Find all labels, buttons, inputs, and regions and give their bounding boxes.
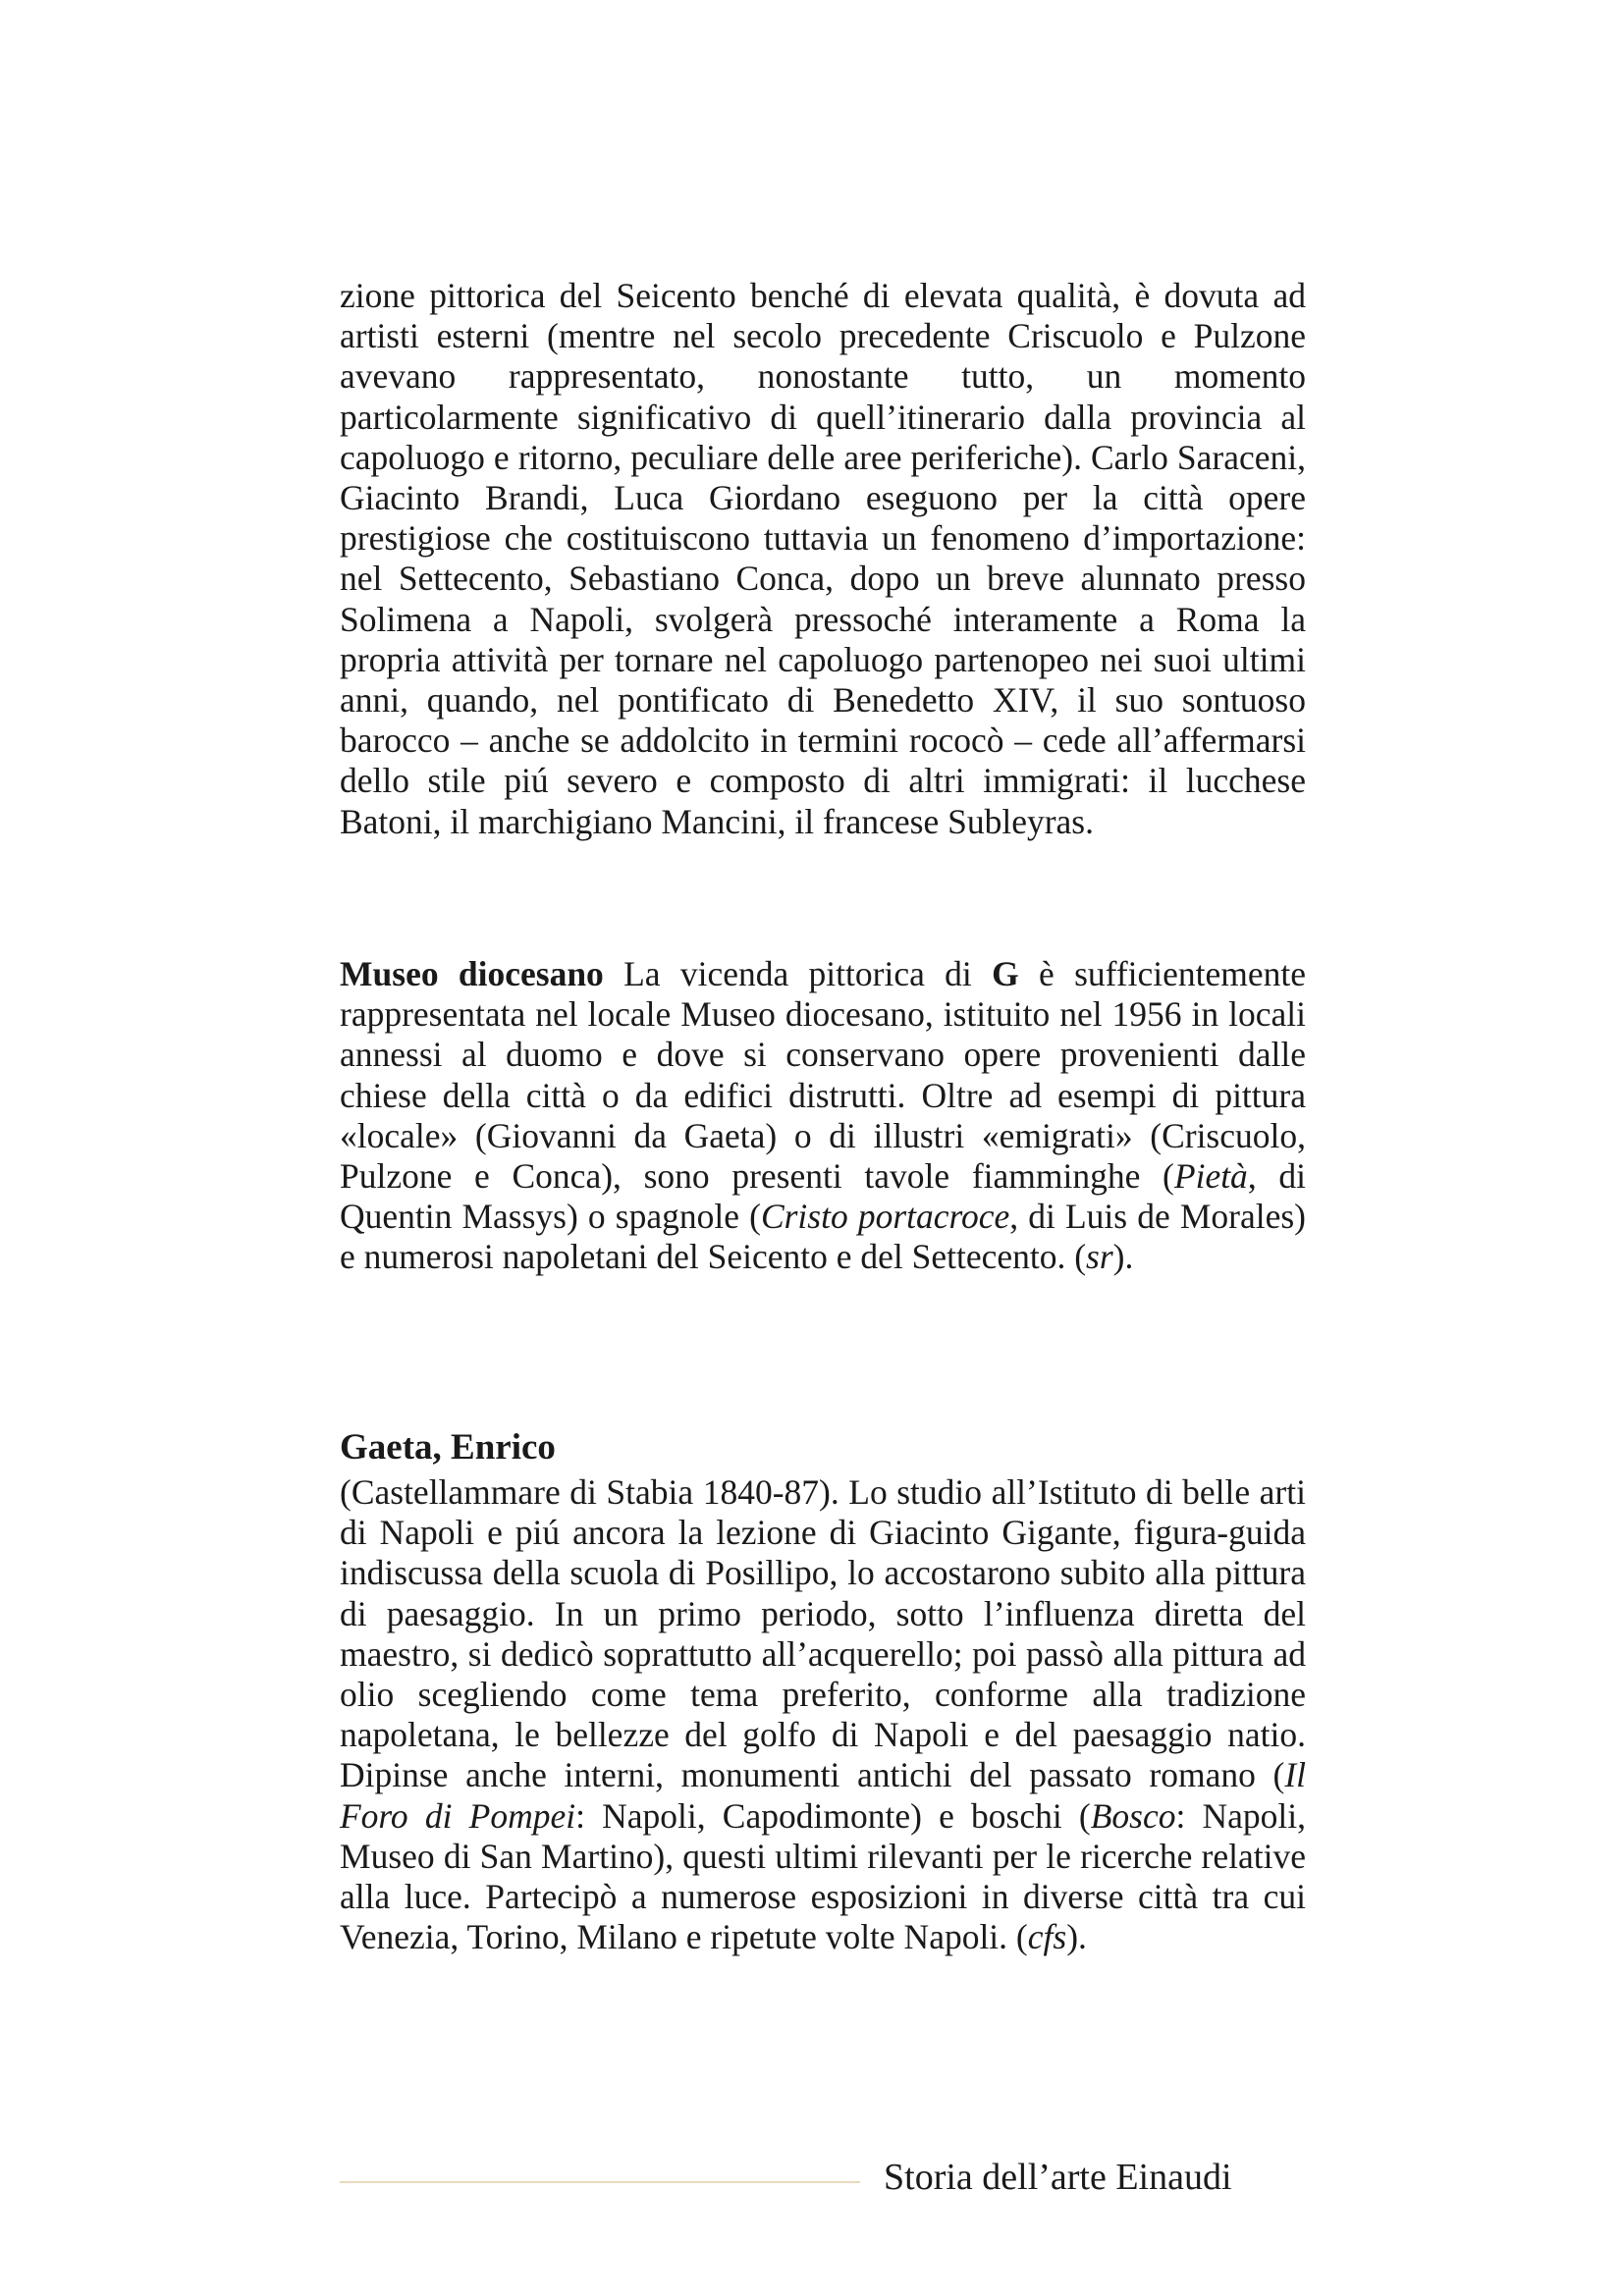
- continuation-paragraph: [340, 276, 1306, 842]
- museo-diocesano-paragraph: [340, 954, 1306, 1278]
- entry-text: [340, 1472, 1306, 1957]
- footer-divider: [340, 2181, 860, 2183]
- entry-text-2: : Napoli, Capodimonte) e boschi (: [575, 1795, 1091, 1836]
- entry-author-initials: cfs: [1027, 1917, 1067, 1957]
- museo-cristo-title: Cristo portacroce: [760, 1197, 1010, 1237]
- museo-author-initials: sr: [1086, 1237, 1113, 1277]
- gaeta-enrico-entry: [340, 1425, 1306, 1957]
- museo-text-4: , di Luis de Morales) e numerosi napoletani del Seicento e del Settecento. (: [340, 1197, 1306, 1277]
- museo-text-5: ).: [1112, 1237, 1134, 1277]
- museo-text-1: La vicenda pittorica di: [603, 954, 993, 993]
- entry-text-4: ).: [1066, 1917, 1087, 1957]
- entry-title: Gaeta, Enrico: [340, 1427, 556, 1468]
- footer-label: Storia dell’arte Einaudi: [884, 2157, 1232, 2198]
- entry-bosco-title: Bosco: [1090, 1795, 1176, 1836]
- entry-foro-title: Il Foro di Pompei: [340, 1755, 1306, 1836]
- museo-g-abbrev: G: [992, 954, 1019, 993]
- museo-text-2: è sufficientemente rappresentata nel locale Museo diocesano, istituito nel 1956 in locali annessi al duomo e dove si conservano opere provenienti dalle chiese della città o da edifici distrutti. Oltre ad esempi di pittura «locale» (Giovanni da Gaeta) o di illustri «emigrati» (Criscuolo, Pulzone e Conca), sono presenti tavole fiamminghe (: [340, 954, 1306, 1197]
- entry-text-1: (Castellammare di Stabia 1840-87). Lo studio all’Istituto di belle arti di Napoli e piú ancora la lezione di Giacinto Gigante, figura-guida indiscussa della scuola di Posillipo, lo accostarono subito alla pittura di paesaggio. In un primo periodo, sotto l’influenza diretta del maestro, si dedicò soprattutto all’acquerello; poi passò alla pittura ad olio scegliendo come tema preferito, conforme alla tradizione napoletana, le bellezze del golfo di Napoli e del paesaggio natio. Dipinse anche interni, monumenti antichi del passato romano (: [340, 1472, 1306, 1795]
- museo-pieta-title: Pietà: [1173, 1156, 1248, 1197]
- museo-paragraph-text: [340, 954, 1306, 1278]
- entry-text-3: : Napoli, Museo di San Martino), questi ultimi rilevanti per le ricerche relative alla luce. Partecipò a numerose esposizioni in diverse città tra cui Venezia, Torino, Milano e ripetute volte Napoli. (: [340, 1795, 1306, 1957]
- museo-text-3: , di Quentin Massys) o spagnole (: [340, 1156, 1306, 1237]
- museo-heading: Museo diocesano: [340, 954, 604, 993]
- continuation-text: zione pittorica del Seicento benché di elevata qualità, è dovuta ad artisti esterni (mentre nel secolo precedente Criscuolo e Pulzone avevano rappresentato, nonostante tutto, un momento particolarmente significativo di quell’itinerario dalla provincia al capoluogo e ritorno, peculiare delle aree periferiche). Carlo Saraceni, Giacinto Brandi, Luca Giordano eseguono per la città opere prestigiose che costituiscono tuttavia un fenomeno d’importazione: nel Settecento, Sebastiano Conca, dopo un breve alunnato presso Solimena a Napoli, svolgerà pressoché interamente a Roma la propria attività per tornare nel capoluogo partenopeo nei suoi ultimi anni, quando, nel pontificato di Benedetto XIV, il suo sontuoso barocco – anche se addolcito in termini rococò – cede all’affermarsi dello stile piú severo e composto di altri immigrati: il lucchese Batoni, il marchigiano Mancini, il francese Subleyras.: [340, 276, 1306, 841]
